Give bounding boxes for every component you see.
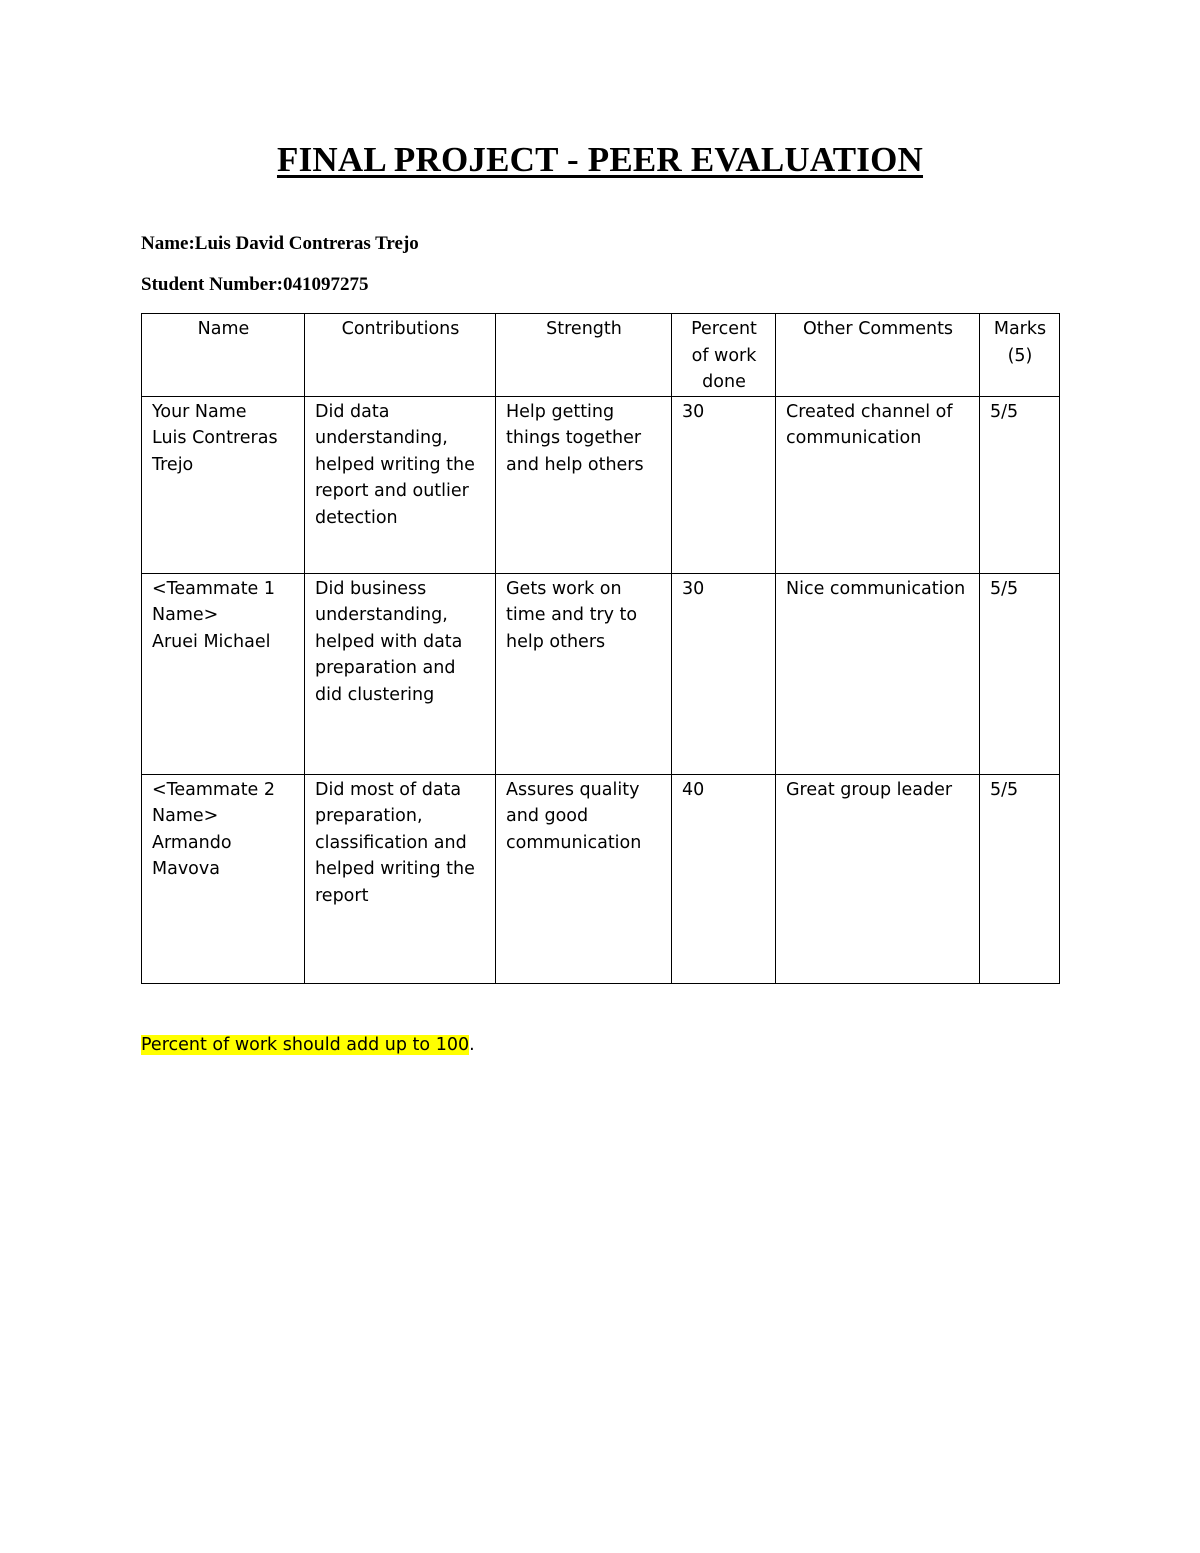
cell-marks: 5/5 (980, 396, 1060, 573)
cell-contributions: Did data understanding, helped writing the report and outlier detection (305, 396, 496, 573)
cell-name: Your Name Luis Contreras Trejo (142, 396, 305, 573)
header-other-comments: Other Comments (776, 314, 980, 397)
cell-contributions: Did business understanding, helped with data preparation and did clustering (305, 573, 496, 774)
header-strength: Strength (496, 314, 672, 397)
header-percent-of-work: Percent of work done (672, 314, 776, 397)
cell-percent: 40 (672, 774, 776, 983)
cell-name: <Teammate 1 Name> Aruei Michael (142, 573, 305, 774)
cell-comments: Created channel of communication (776, 396, 980, 573)
cell-percent: 30 (672, 396, 776, 573)
student-number-line: Student Number:041097275 (141, 274, 369, 295)
cell-strength: Help getting things together and help others (496, 396, 672, 573)
cell-comments: Nice communication (776, 573, 980, 774)
highlighted-note-text: Percent of work should add up to 100 (141, 1035, 470, 1055)
table-header-row (142, 314, 1060, 397)
student-name-line: Name:Luis David Contreras Trejo (141, 233, 419, 254)
percent-note (141, 1032, 475, 1058)
document-title: FINAL PROJECT - PEER EVALUATION (276, 140, 924, 179)
cell-comments: Great group leader (776, 774, 980, 983)
cell-strength: Gets work on time and try to help others (496, 573, 672, 774)
cell-contributions: Did most of data preparation, classification and helped writing the report (305, 774, 496, 983)
table-row (142, 573, 1060, 774)
cell-name: <Teammate 2 Name> Armando Mavova (142, 774, 305, 983)
cell-marks: 5/5 (980, 573, 1060, 774)
table-row (142, 396, 1060, 573)
cell-strength: Assures quality and good communication (496, 774, 672, 983)
note-period: . (469, 1035, 475, 1055)
cell-marks: 5/5 (980, 774, 1060, 983)
header-marks: Marks (5) (980, 314, 1060, 397)
cell-percent: 30 (672, 573, 776, 774)
peer-evaluation-table (141, 313, 1060, 984)
header-name: Name (142, 314, 305, 397)
header-contributions: Contributions (305, 314, 496, 397)
table-row (142, 774, 1060, 983)
